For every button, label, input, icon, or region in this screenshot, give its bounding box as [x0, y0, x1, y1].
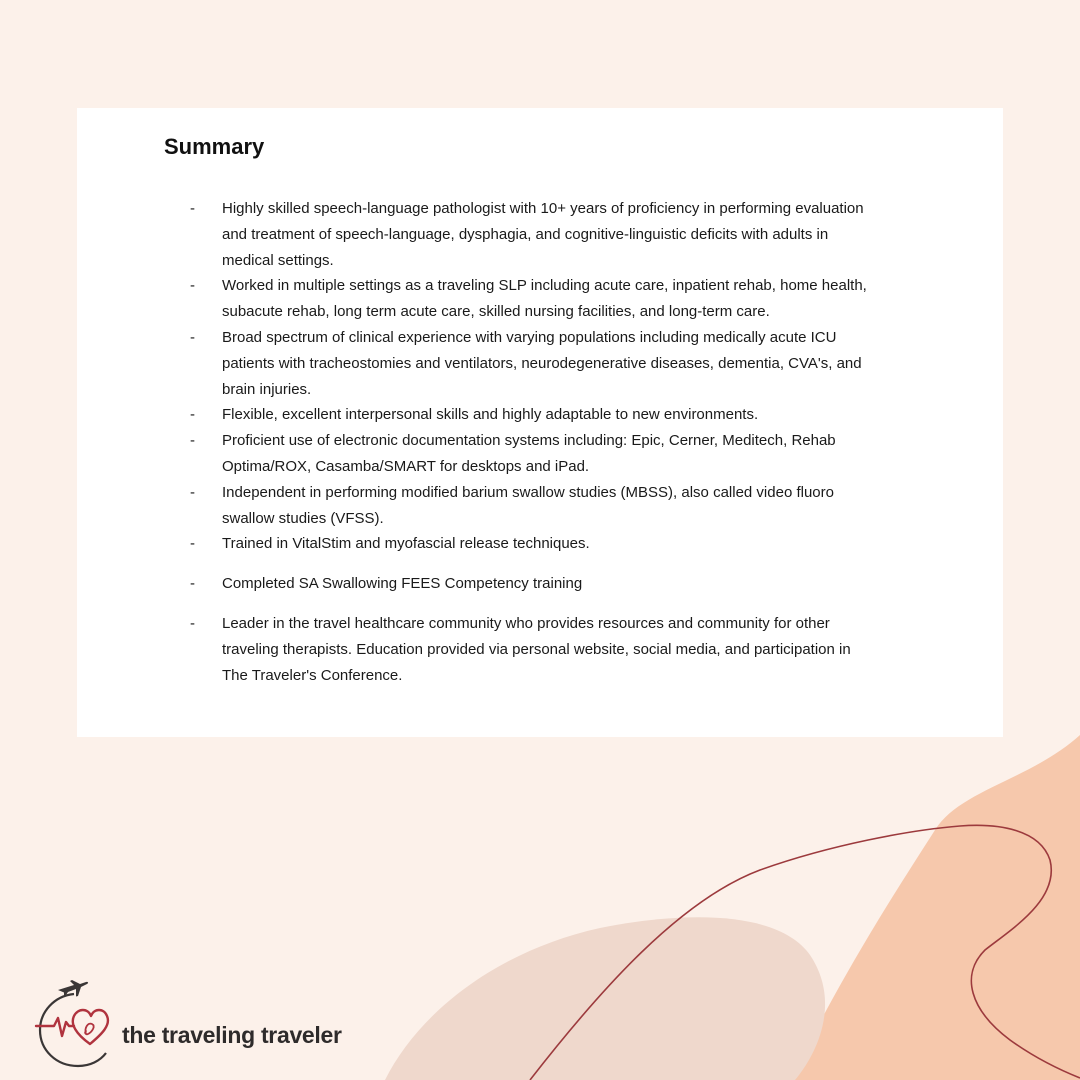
list-item-text: Broad spectrum of clinical experience with varying populations including medically acute ICU patients with tracheostomies and ventilators, neurodegenerative diseases, dementia, CVA's, and brain injuries. [222, 328, 862, 398]
list-item [190, 531, 880, 557]
list-item-text: Leader in the travel healthcare community who provides resources and community for other traveling therapists. Education provided via personal website, social media, and participation in The Traveler's Conference. [222, 614, 851, 684]
summary-list [190, 196, 880, 688]
brand-logo [34, 978, 354, 1070]
bullet-dash: - [190, 575, 195, 593]
list-item [190, 196, 880, 273]
peach-blob [790, 735, 1080, 1080]
list-item-text: Worked in multiple settings as a traveling SLP including acute care, inpatient rehab, home health, subacute rehab, long term acute care, skilled nursing facilities, and long-term care. [222, 277, 867, 321]
list-item [190, 428, 880, 480]
bullet-dash: - [190, 277, 195, 295]
heartbeat-heart-plane-icon [34, 978, 124, 1070]
list-item-text: Completed SA Swallowing FEES Competency training [222, 575, 583, 593]
brand-name: the traveling traveler [122, 1022, 342, 1048]
bullet-dash: - [190, 483, 195, 501]
list-item-text: Independent in performing modified barium swallow studies (MBSS), also called video fluoro swallow studies (VFSS). [222, 483, 834, 527]
bullet-dash: - [190, 614, 195, 632]
summary-heading: Summary [164, 134, 265, 159]
list-item-text: Flexible, excellent interpersonal skills and highly adaptable to new environments. [222, 406, 759, 424]
list-item-text: Trained in VitalStim and myofascial release techniques. [222, 535, 590, 553]
list-item [190, 273, 880, 325]
bullet-dash: - [190, 328, 195, 346]
bullet-dash: - [190, 432, 195, 450]
list-item [190, 402, 880, 428]
list-item [190, 571, 880, 597]
bullet-dash: - [190, 200, 195, 217]
list-item [190, 480, 880, 532]
list-item-text: Proficient use of electronic documentation systems including: Epic, Cerner, Meditech, Rehab Optima/ROX, Casamba/SMART for desktops and iPad. [222, 432, 836, 475]
list-item [190, 325, 880, 402]
bullet-dash: - [190, 406, 195, 424]
document-card [77, 108, 1003, 737]
list-item-text: Highly skilled speech-language pathologist with 10+ years of proficiency in performing evaluation and treatment of speech-language, dysphagia, and cognitive-linguistic deficits with adults in medical settings. [222, 200, 864, 269]
beige-blob [385, 917, 825, 1080]
list-item [190, 611, 880, 688]
bullet-dash: - [190, 535, 195, 553]
